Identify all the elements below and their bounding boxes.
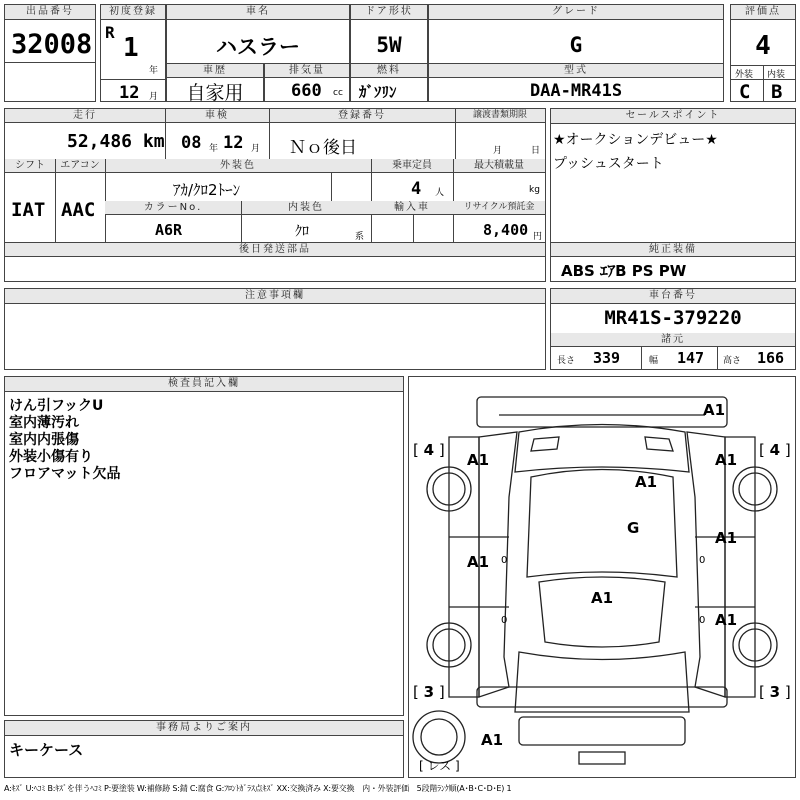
recycle-fee: 8,400 [483, 221, 529, 239]
office-guidance-cell [4, 720, 404, 778]
damage-mark: A1 [635, 473, 658, 491]
seats-unit: 人 [435, 188, 445, 198]
shift: IAT [11, 199, 46, 221]
aircon: AAC [61, 199, 96, 221]
equipment-cell [550, 242, 796, 282]
tire-rl-tread: [ 3 ] [413, 683, 445, 701]
spare-tire-status: [ レス ] [419, 759, 460, 773]
equipment: ABS ｴｱB PS PW [561, 262, 687, 280]
max-load-label: 最大積載量 [453, 159, 545, 173]
first-registration-cell [100, 4, 166, 102]
later-parts-label: 後日発送部品 [5, 243, 545, 257]
damage-mark: A1 [715, 529, 738, 547]
door-type: 5W [376, 33, 402, 57]
notes-cell [4, 288, 546, 370]
score-cell [730, 4, 796, 102]
office-guidance-label: 事務局よりご案内 [5, 721, 403, 736]
inspection-month-unit: 月 [251, 144, 261, 154]
inspection-year-unit: 年 [209, 144, 219, 154]
first-registration-label: 初度登録 [101, 5, 165, 20]
lot-number: 32008 [11, 29, 93, 60]
later-parts-cell [4, 242, 546, 282]
tire-rr-tread: [ 3 ] [759, 683, 791, 701]
car-name-cell [166, 4, 350, 64]
model-label: 型式 [429, 64, 723, 78]
rear-window [515, 652, 689, 712]
month-unit: 月 [149, 92, 159, 102]
damage-mark: A1 [467, 553, 490, 571]
inspector-line-2: 室内薄汚れ [9, 415, 79, 431]
transfer-day-unit: 日 [531, 146, 541, 156]
length-label: 長さ [557, 356, 576, 366]
damage-mark: A1 [591, 589, 614, 607]
door-label: ドア形状 [351, 5, 427, 20]
front-bumper [477, 397, 727, 427]
ext-color: ｱｶ/ｸﾛ2ﾄｰﾝ [173, 181, 241, 199]
roof [539, 577, 665, 647]
rear-bumper [477, 687, 727, 707]
damage-mark: A1 [715, 611, 738, 629]
grade-cell [428, 4, 724, 64]
inspection-year: 08 [181, 133, 202, 153]
damage-legend: A:ｷｽﾞ U:ﾍｺﾐ B:ｷｽﾞを伴うﾍｺﾐ P:要塗装 W:補修跡 S:錆 C:腐食 G:ﾌﾛﾝﾄｶﾞﾗｽ点ｷｽﾞ XX:交換済み X:要交換 内・外装評価 5段階ﾗﾝｸ順(A･B･C･D･E) 1 [4, 784, 512, 793]
damage-diagram [408, 376, 796, 778]
tire-fr-tread: [ 4 ] [759, 441, 791, 459]
model-cell [428, 63, 724, 102]
sales-line-2: プッシュスタート [553, 156, 664, 172]
zero-mark: 0 [501, 615, 508, 626]
fuel-cell [350, 63, 428, 102]
office-guidance-text: キーケース [9, 741, 84, 759]
damage-mark: A1 [703, 401, 726, 419]
grade-label: グレード [429, 5, 723, 20]
color-number: A6R [155, 221, 183, 239]
exterior-grade: C [739, 81, 751, 103]
year-unit: 年 [149, 66, 159, 76]
int-color: ｸﾛ [295, 224, 309, 240]
damage-mark: A1 [467, 451, 490, 469]
car-name: ハスラー [216, 35, 300, 59]
transfer-month-unit: 月 [493, 146, 503, 156]
ext-color-label: 外装色 [105, 159, 371, 173]
equipment-label: 純正装備 [551, 243, 795, 257]
inspector-line-3: 室内内張傷 [9, 432, 79, 448]
lot-number-label: 出品番号 [5, 5, 95, 20]
sales-point-label: セールスポイント [551, 109, 795, 124]
displacement: 660 [291, 81, 322, 101]
displacement-unit: cc [333, 88, 343, 98]
chassis-cell [550, 288, 796, 370]
interior-grade: B [771, 81, 783, 103]
dims-label: 諸元 [551, 333, 795, 347]
import-label: 輸入車 [371, 201, 453, 215]
history-cell [166, 63, 264, 102]
registration-number: Ｎｏ後日 [289, 138, 357, 158]
int-color-unit: 系 [355, 232, 365, 242]
history: 自家用 [186, 82, 244, 104]
sales-line-1: ★オークションデビュー★ [553, 132, 718, 148]
mileage: 52,486 km [67, 131, 165, 152]
zero-mark: 0 [501, 555, 508, 566]
interior-label: 内装 [767, 70, 786, 80]
chassis-label: 車台番号 [551, 289, 795, 304]
width: 147 [677, 349, 705, 367]
reg-number-label: 登録番号 [269, 109, 455, 123]
inspector-notes-label: 検査員記入欄 [5, 377, 403, 392]
seats: 4 [411, 179, 422, 199]
max-load-unit: kg [529, 185, 540, 195]
inspector-line-1: けん引フックU [9, 398, 104, 414]
notes-label: 注意事項欄 [5, 289, 545, 304]
mileage-label: 走行 [5, 109, 165, 123]
reg-month: 12 [119, 83, 140, 103]
car-name-label: 車名 [167, 5, 349, 20]
history-label: 車歴 [167, 64, 263, 78]
aircon-label: エアコン [55, 159, 105, 173]
rear-hatch [519, 717, 685, 745]
seats-label: 乗車定員 [371, 159, 453, 173]
license-plate [579, 752, 625, 764]
car-outline-svg [409, 377, 795, 777]
displacement-cell [264, 63, 350, 102]
height-label: 高さ [723, 356, 742, 366]
zero-mark: 0 [699, 615, 706, 626]
right-body [687, 432, 725, 697]
zero-mark: 0 [699, 555, 706, 566]
vehicle-info-block [4, 108, 546, 244]
damage-mark: A1 [481, 731, 504, 749]
fuel-label: 燃料 [351, 64, 427, 78]
length: 339 [593, 349, 621, 367]
door-cell [350, 4, 428, 64]
sales-point-cell [550, 108, 796, 244]
inspection-label: 車検 [165, 109, 269, 123]
hood [515, 425, 689, 473]
fuel: ｶﾞｿﾘﾝ [359, 83, 397, 101]
inspector-notes-cell [4, 376, 404, 716]
model: DAA-MR41S [529, 81, 623, 101]
color-no-label: カラーNo. [105, 201, 241, 215]
width-label: 幅 [649, 356, 659, 366]
lot-number-cell [4, 4, 96, 102]
transfer-deadline-label: 譲渡書類期限 [455, 109, 545, 123]
height: 166 [757, 349, 785, 367]
displacement-label: 排気量 [265, 64, 349, 78]
grade: G [569, 33, 583, 57]
inspector-line-4: 外装小傷有り [9, 449, 93, 465]
int-color-label: 内装色 [241, 201, 371, 215]
damage-mark: A1 [715, 451, 738, 469]
score: 4 [755, 31, 771, 61]
score-label: 評価点 [731, 5, 795, 20]
tire-fl-tread: [ 4 ] [413, 441, 445, 459]
recycle-label: リサイクル預託金 [453, 201, 545, 215]
shift-label: シフト [5, 159, 55, 173]
recycle-unit: 円 [533, 232, 543, 242]
inspection-month: 12 [223, 133, 244, 153]
reg-year: 1 [123, 33, 139, 63]
damage-mark: G [627, 519, 640, 537]
chassis-number: MR41S-379220 [604, 307, 742, 329]
era: R [105, 23, 115, 42]
inspector-line-5: フロアマット欠品 [9, 466, 121, 482]
exterior-label: 外装 [735, 70, 754, 80]
